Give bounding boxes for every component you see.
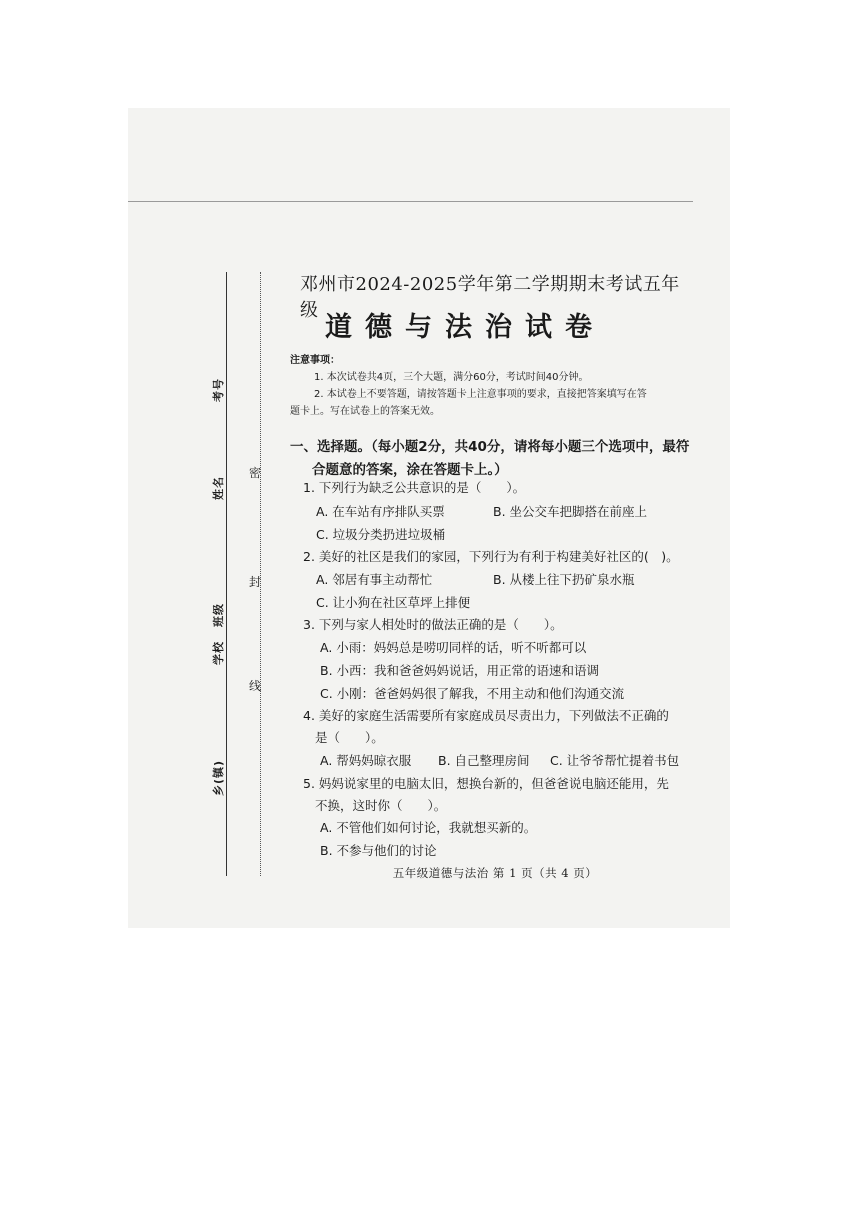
exam-title: 道德与法治试卷 <box>325 312 605 343</box>
notice-title: 注意事项： <box>290 355 340 366</box>
question-4-stem-line: 4. 美好的家庭生活需要所有家庭成员尽责出力，下列做法不正确的 <box>303 708 669 723</box>
section-heading-line: 一、选择题。（每小题2分，共40分，请将每小题三个选项中，最符 <box>290 439 690 455</box>
question-1-stem: 1. 下列行为缺乏公共意识的是（ ）。 <box>303 480 526 495</box>
notice-item: 1. 本次试卷共4页，三个大题，满分60分，考试时间40分钟。 <box>314 372 589 383</box>
page-top-rule <box>128 201 693 202</box>
question-2-option-c: C. 让小狗在社区草坪上排便 <box>316 595 471 610</box>
exam-header-line: 邓州市2024-2025学年第二学期期末考试五年级 <box>300 274 680 321</box>
question-3-option-a: A. 小雨：妈妈总是唠叨同样的话，听不听都可以 <box>320 640 587 655</box>
question-5-stem <box>303 773 693 817</box>
notice-item: 2. 本试卷上不要答题，请按答题卡上注意事项的要求，直接把答案填写在答 <box>314 389 647 400</box>
question-3-stem: 3. 下列与家人相处时的做法正确的是（ ）。 <box>303 617 563 632</box>
question-4-stem-line: 是（ ）。 <box>315 730 384 745</box>
margin-label-exam-number: 考号 <box>212 378 225 402</box>
margin-label-class: 班级 <box>212 603 225 627</box>
question-4-option-b: B. 自己整理房间 <box>438 753 530 768</box>
section-heading-line: 合题意的答案，涂在答题卡上。） <box>312 462 508 478</box>
question-2-option-a: A. 邻居有事主动帮忙 <box>316 572 433 587</box>
seal-char-feng: 封 <box>249 575 262 589</box>
seal-char-xian: 线 <box>249 679 262 693</box>
question-3-option-b: B. 小西：我和爸爸妈妈说话，用正常的语速和语调 <box>320 663 600 678</box>
notice-block <box>290 352 690 420</box>
question-5-stem-line: 不换，这时你（ ）。 <box>315 798 447 813</box>
page-footer: 五年级道德与法治 第 1 页（共 4 页） <box>392 866 598 880</box>
margin-label-school: 学校 <box>212 641 225 665</box>
notice-item: 题卡上。写在试卷上的答案无效。 <box>290 406 440 417</box>
section-heading <box>290 436 690 482</box>
question-5-stem-line: 5. 妈妈说家里的电脑太旧，想换台新的，但爸爸说电脑还能用，先 <box>303 776 669 791</box>
seal-char-mi: 密 <box>249 466 262 480</box>
question-3-option-c: C. 小刚：爸爸妈妈很了解我，不用主动和他们沟通交流 <box>320 686 625 701</box>
question-4-stem <box>303 705 693 749</box>
question-1-option-c: C. 垃圾分类扔进垃圾桶 <box>316 527 446 542</box>
question-4-option-c: C. 让爷爷帮忙提着书包 <box>550 753 680 768</box>
margin-label-township: 乡(镇) <box>212 759 226 797</box>
margin-label-name: 姓名 <box>212 476 225 500</box>
question-5-option-b: B. 不参与他们的讨论 <box>320 843 437 858</box>
question-2-stem: 2. 美好的社区是我们的家园，下列行为有利于构建美好社区的( )。 <box>303 549 679 564</box>
question-1-option-b: B. 坐公交车把脚搭在前座上 <box>493 504 648 519</box>
question-5-option-a: A. 不管他们如何讨论，我就想买新的。 <box>320 820 537 835</box>
question-2-option-b: B. 从楼上往下扔矿泉水瓶 <box>493 572 635 587</box>
question-4-option-a: A. 帮妈妈晾衣服 <box>320 753 412 768</box>
question-1-option-a: A. 在车站有序排队买票 <box>316 504 445 519</box>
binding-margin-solid-line <box>226 272 227 876</box>
